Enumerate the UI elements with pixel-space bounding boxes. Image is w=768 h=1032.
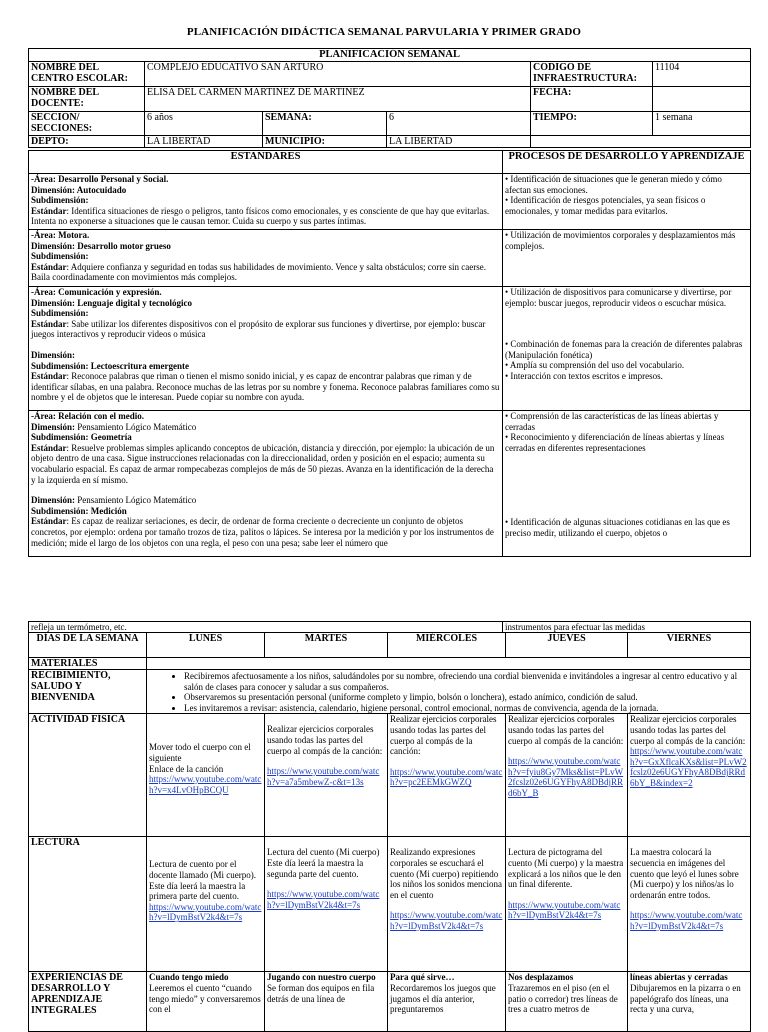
video-link[interactable]: https://www.youtube.com/watch?v=lDymBstV2k4&t=7s (267, 889, 380, 910)
process-item: • Reconocimiento y diferenciación de líneas abiertas y líneas cerradas en diferentes representaciones (505, 432, 725, 453)
document-title: PLANIFICACIÓN DIDÁCTICA SEMANAL PARVULARIA Y PRIMER GRADO (186, 26, 582, 38)
video-link[interactable]: https://www.youtube.com/watch?v=fyiu8Gy7Mks&list=PLvW2fcslz02e6UGYFhyA8DBdjRRd6bY_B (508, 756, 624, 798)
experience-cell: Jugando con nuestro cuerpo Se forman dos equipos en fila detrás de una línea de (265, 972, 388, 1032)
standards-table (28, 150, 751, 557)
process-item: • Combinación de fonemas para la creación de diferentes palabras (Manipulación fonética) (505, 339, 743, 360)
physical-cell: Realizar ejercicios corporales usando todas las partes del cuerpo al compás de la canción: https://www.youtube.com/watch?v=pc2EEMkGWZQ (388, 714, 506, 837)
process-cell (503, 411, 751, 557)
process-item: • Amplía su comprensión del uso del vocabulario. (505, 360, 685, 371)
experience-cell: líneas abiertas y cerradas Dibujaremos en la pizarra o en papelógrafo dos líneas, una recta y una curva, (628, 972, 751, 1032)
process-item: • Utilización de movimientos corporales y desplazamientos más complejos. (505, 230, 736, 251)
header-table (28, 48, 751, 148)
process-item: • Identificación de situaciones que le generan miedo y cómo afectan sus emociones. (505, 174, 722, 195)
depto-value: LA LIBERTAD (145, 136, 263, 148)
estandar-text: : Es capaz de realizar seriaciones, es decir, de ordenar de forma creciente o decreciente un conjunto de objetos concretos, por ejemplo: ordena por tamaño trozos de tiza, palitos o lápices. Se interesa por la medición y por los instrumentos de medición; mide el largo de los objetos con una regla, el peso con una pesa; sabe leer el número que (31, 516, 494, 548)
reading-cell: Lectura del cuento (Mi cuerpo) Este día leerá la maestra la segunda parte del cuento. https://www.youtube.com/watch?v=lDymBstV2k4&t=7s (265, 837, 388, 972)
subdimension-label: Subdimensión: Geometría (31, 432, 132, 443)
dimension-label: Dimensión: Desarrollo motor grueso (31, 240, 171, 251)
reading-cell: Lectura de cuento por el docente llamado (Mi cuerpo). Este día leerá la maestra la primera parte del cuento. https://www.youtube.com/watch?v=lDymBstV2k4&t=7s (147, 837, 265, 972)
standard-row (29, 174, 751, 230)
standard-row (29, 230, 751, 287)
video-link[interactable]: https://www.youtube.com/watch?v=lDymBstV2k4&t=7s (149, 901, 262, 923)
standards-header: ESTANDARES (29, 151, 503, 174)
process-item: • Identificación de algunas situaciones cotidianas en las que es preciso medir, utilizando el cuerpo, objetos o (505, 517, 730, 538)
estandar-text: : Resuelve problemas simples aplicando conceptos de ubicación, distancia y dirección, por ejemplo: la ubicación de un objeto dentro de una casa. Sigue instrucciones relacionadas con la direccionalidad, orden y posición en el espacio; aumenta su vocabulario espacial. Es capaz de armar rompecabezas complejos de más de 50 piezas. Avanza en la identificación de la derecha y la izquierda en sí mismo. (31, 442, 495, 485)
date-value (653, 87, 751, 112)
dimension-text: Pensamiento Lógico Matemático (75, 421, 197, 432)
video-link[interactable]: https://www.youtube.com/watch?v=lDymBstV2k4&t=7s (508, 899, 621, 921)
document-page-2 (0, 604, 768, 1024)
process-cell (503, 174, 751, 230)
subdimension-label: Subdimensión: (31, 195, 89, 206)
subdimension-label: Subdimensión: Medición (31, 505, 127, 516)
infra-value: 11104 (653, 62, 751, 87)
week-value: 6 (387, 112, 531, 136)
dimension-label: Dimensión: (31, 421, 76, 432)
video-link[interactable]: https://www.youtube.com/watch?v=lDymBstV2k4&t=7s (390, 910, 503, 931)
dimension-label: Dimensión: (31, 349, 76, 360)
physical-cell: Realizar ejercicios corporales usando todas las partes del cuerpo al compás de la canción: https://www.youtube.com/watch?v=fyiu8Gy7Mks&list=PLvW2fcslz02e6UGYFhyA8DBdjRRd6bY_B (506, 714, 628, 837)
process-item: • Comprensión de las características de las líneas abiertas y cerradas (505, 411, 719, 432)
estandar-label: Estándar (31, 205, 67, 216)
day-header-tuesday: MARTES (265, 633, 388, 658)
time-label: TIEMPO: (531, 112, 653, 136)
standard-row (29, 287, 751, 411)
standard-cell (29, 230, 503, 287)
experience-cell: Nos desplazamos Trazaremos en el piso (en el patio o corredor) tres líneas de tres a cuatro metros de (506, 972, 628, 1032)
continued-text: refleja un termómetro, etc. (29, 622, 503, 633)
processes-header: PROCESOS DE DESARROLLO Y APRENDIZAJE (503, 151, 751, 174)
section-value: 6 años (145, 112, 263, 136)
welcome-item: • Observaremos su presentación personal (uniforme completo y limpio, bolsón o lonchera), estado anímico, condición de salud. (184, 692, 748, 703)
estandar-label: Estándar (31, 371, 67, 382)
plan-heading: PLANIFICACIÓN SEMANAL (29, 49, 751, 62)
process-cell (503, 230, 751, 287)
welcome-cell (147, 670, 751, 714)
day-header-friday: VIERNES (628, 633, 751, 658)
area-label: -Área: Desarrollo Personal y Social. (31, 174, 169, 184)
standard-cell (29, 174, 503, 230)
teacher-label: NOMBRE DEL DOCENTE: (29, 87, 145, 112)
standard-cell (29, 411, 503, 557)
standard-cell (29, 287, 503, 411)
process-item: • Interacción con textos escritos e impresos. (505, 370, 663, 381)
experience-cell: Cuando tengo miedo Leeremos el cuento “cuando tengo miedo” y conversaremos con el (147, 972, 265, 1032)
dimension-text: Pensamiento Lógico Matemático (75, 495, 197, 506)
video-link[interactable]: https://www.youtube.com/watch?v=x4LvOHpBCQU (149, 774, 262, 795)
estandar-label: Estándar (31, 442, 67, 453)
estandar-text: : Adquiere confianza y seguridad en todas sus habilidades de movimiento. Vence y salta obstáculos; corre sin caerse. Baila coordinadamente con movimientos más complejos. (31, 261, 486, 283)
experience-cell: Para qué sirve… Recordaremos los juegos que jugamos el día anterior, preguntaremos (388, 972, 506, 1032)
reading-cell: Lectura de pictograma del cuento (Mi cuerpo) y la maestra explicará a los niños que le den un final diferente. https://www.youtube.com/watch?v=lDymBstV2k4&t=7s (506, 837, 628, 972)
subdimension-label: Subdimensión: (31, 308, 89, 319)
infra-label: CÓDIGO DE INFRAESTRUCTURA: (531, 62, 653, 87)
video-link[interactable]: https://www.youtube.com/watch?v=pc2EEMkGWZQ (390, 766, 503, 788)
physical-cell: Mover todo el cuerpo con el siguiente Enlace de la canción https://www.youtube.com/watch?v=x4LvOHpBCQU (147, 714, 265, 837)
school-label: NOMBRE DEL CENTRO ESCOLAR: (29, 62, 145, 87)
physical-activity-label: ACTIVIDAD FÍSICA (29, 714, 147, 837)
area-label: -Área: Relación con el medio. (31, 411, 145, 421)
reading-label: LECTURA (29, 837, 147, 972)
estandar-text: : Reconoce palabras que riman o tienen el mismo sonido inicial, y es capaz de encontrar palabras que riman y de identificar sílabas, en una palabra. Reconoce muchas de las letras por su nombre y fonema. Reconoce palabras familiares como su nombre y el de objetos que le interesan. Puede copiar su nombre con ayuda. (31, 371, 500, 403)
welcome-label: RECIBIMIENTO, SALUDO Y BIENVENIDA (29, 670, 147, 714)
page-gap (0, 590, 768, 604)
estandar-text: : Identifica situaciones de riesgo o peligros, tanto físicos como emocionales, y es consciente de que hay que evitarlas. Intenta no exponerse a situaciones que le causan temor. Cuida su cuerpo y sus partes íntimas. (31, 205, 490, 227)
process-item: • Utilización de dispositivos para comunicarse y divertirse, por ejemplo: buscar juegos, reproducir videos o escuchar música. (505, 287, 732, 308)
dimension-label: Dimensión: Lenguaje digital y tecnológico (31, 297, 192, 308)
physical-cell: Realizar ejercicios corporales usando todas las partes del cuerpo al compás de la canción: https://www.youtube.com/watch?v=GxXflcaKXs&list=PLvW2fcslz02e6UGYFhyA8DBdjRRd6bY_B&index=2 (628, 714, 751, 837)
video-link[interactable]: https://www.youtube.com/watch?v=lDymBstV2k4&t=7s (630, 910, 743, 931)
school-value: COMPLEJO EDUCATIVO SAN ARTURO (145, 62, 531, 87)
dimension-label: Dimensión: (31, 495, 76, 506)
days-label: DÍAS DE LA SEMANA (29, 633, 147, 658)
subdimension-label: Subdimensión: Lectoescritura emergente (31, 360, 189, 371)
week-label: SEMANA: (263, 112, 387, 136)
teacher-value: ELISA DEL CARMEN MARTINEZ DE MARTINEZ (145, 87, 531, 112)
area-label: -Área: Comunicación y expresión. (31, 287, 162, 297)
process-cell (503, 287, 751, 411)
muni-value: LA LIBERTAD (387, 136, 531, 148)
day-header-thursday: JUEVES (506, 633, 628, 658)
video-link[interactable]: https://www.youtube.com/watch?v=GxXflcaKXs&list=PLvW2fcslz02e6UGYFhyA8DBdjRRd6bY_B&index=2 (630, 746, 747, 788)
estandar-text: : Sabe utilizar los diferentes dispositivos con el propósito de explorar sus funciones y divertirse, por ejemplo: buscar juegos interactivos y reproducir videos o música (31, 318, 486, 340)
welcome-item: • Les invitaremos a revisar: asistencia, calendario, higiene personal, control emocional, normas de convivencia, agenda de la jornada. (184, 703, 748, 714)
standard-row (29, 411, 751, 557)
process-item: • Identificación de riesgos potenciales, ya sean físicos o emocionales, y tomar medidas para evitarlos. (505, 195, 706, 216)
materials-label: MATERIALES (29, 658, 147, 670)
experiences-label: EXPERIENCIAS DE DESARROLLO Y APRENDIZAJE INTEGRALES (29, 972, 147, 1032)
video-link[interactable]: https://www.youtube.com/watch?v=a7a5mbewZ-c&t=13s (267, 766, 380, 787)
estandar-label: Estándar (31, 261, 67, 272)
depto-label: DEPTO: (29, 136, 145, 148)
subdimension-label: Subdimensión: (31, 251, 89, 262)
weekly-table (28, 632, 751, 1032)
reading-cell: La maestra colocará la secuencia en imágenes del cuento que leyó el lunes sobre (Mi cuerpo) y los niños/as lo ordenarán entre todos. https://www.youtube.com/watch?v=lDymBstV2k4&t=7s (628, 837, 751, 972)
dimension-label: Dimensión: Autocuidado (31, 184, 127, 195)
estandar-label: Estándar (31, 516, 67, 527)
estandar-label: Estándar (31, 318, 67, 329)
reading-cell: Realizando expresiones corporales se escuchará el cuento (Mi cuerpo) repitiendo los niños los sonidos menciona en el cuento https://www.youtube.com/watch?v=lDymBstV2k4&t=7s (388, 837, 506, 972)
muni-label: MUNICIPIO: (263, 136, 387, 148)
date-label: FECHA: (531, 87, 653, 112)
area-label: -Área: Motora. (31, 230, 90, 240)
day-header-wednesday: MIÉRCOLES (388, 633, 506, 658)
day-header-monday: LUNES (147, 633, 265, 658)
welcome-item: • Recibiremos afectuosamente a los niños, saludándoles por su nombre, ofreciendo una cordial bienvenida e invitándoles a ingresar al centro educativo y al salón de clases para conocer y saludar a sus compañeros. (184, 671, 748, 692)
section-label: SECCIÓN/ SECCIONES: (29, 112, 145, 136)
continued-text: instrumentos para efectuar las medidas (503, 622, 751, 633)
time-value: 1 semana (653, 112, 751, 136)
physical-cell: Realizar ejercicios corporales usando todas las partes del cuerpo al compás de la canción: https://www.youtube.com/watch?v=a7a5mbewZ-c&t=13s (265, 714, 388, 837)
